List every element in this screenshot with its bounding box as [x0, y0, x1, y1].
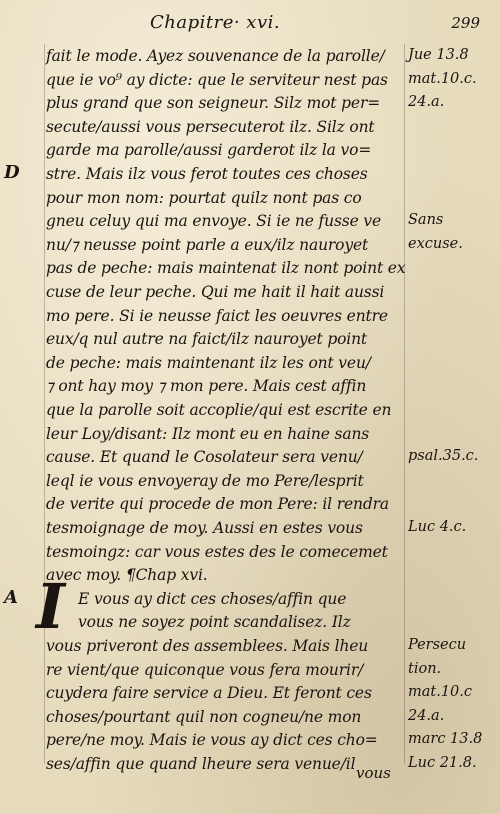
text-line: secute/aussi vous persecuterot ilz. Silz ont	[46, 117, 375, 136]
text-line: gneu celuy qui ma envoye. Si ie ne fusse ve	[46, 212, 381, 231]
text-line: pere/ne moy. Mais ie vous ay dict ces cho=	[46, 731, 378, 750]
margin-reference: Sans	[408, 212, 444, 229]
text-line: avec moy. ¶Chap xvi.	[46, 566, 208, 585]
text-line: cuydera faire service a Dieu. Et feront ces	[46, 684, 372, 703]
chapter-heading: Chapitre· xvi.	[150, 12, 281, 33]
running-head	[0, 10, 500, 38]
margin-reference: 24.a.	[408, 707, 445, 724]
section-letter: D	[4, 162, 20, 183]
text-line: tesmoingz: car vous estes des le comecemet	[46, 542, 388, 561]
right-text-rule	[404, 44, 405, 764]
text-line: plus grand que son seigneur. Silz mot per=	[46, 94, 381, 113]
text-line: E vous ay dict ces choses/affin que	[78, 589, 347, 608]
text-line: stre. Mais ilz vous ferot toutes ces choses	[46, 165, 368, 183]
text-line: vous ne soyez point scandalisez. Ilz	[78, 613, 351, 632]
folio-number: 299	[451, 14, 480, 32]
left-text-rule	[44, 44, 45, 764]
section-letter: A	[4, 586, 18, 608]
text-line: garde ma parolle/aussi garderot ilz la vo=	[46, 141, 372, 160]
text-line: cause. Et quand le Cosolateur sera venu/	[46, 448, 363, 467]
text-line: re vient/que quiconque vous fera mourir/	[46, 660, 364, 679]
margin-reference: excuse.	[408, 235, 463, 252]
decorated-initial: I	[36, 570, 66, 643]
text-line: ses/affin que quand lheure sera venue/il	[46, 755, 356, 773]
margin-reference: mat.10.c.	[408, 70, 477, 87]
text-line: tesmoignage de moy. Aussi en estes vous	[46, 519, 363, 537]
text-line: que ie vo⁹ ay dicte: que le serviteur nest pas	[46, 70, 388, 89]
text-line: cuse de leur peche. Qui me hait il hait aussi	[46, 283, 385, 301]
margin-reference: Jue 13.8	[408, 47, 469, 63]
text-line: mo pere. Si ie neusse faict les oeuvres entre	[46, 306, 388, 325]
margin-reference: psal.35.c.	[408, 448, 479, 465]
margin-reference: tion.	[408, 660, 442, 677]
text-line: vous priveront des assemblees. Mais lheu	[46, 637, 369, 655]
text-line: ⁊ ont hay moy ⁊ mon pere. Mais cest affin	[46, 377, 367, 396]
text-line: que la parolle soit accoplie/qui est escrite en	[46, 401, 392, 419]
text-line: pour mon nom: pourtat quilz nont pas co	[46, 188, 362, 207]
margin-reference: Persecu	[408, 637, 467, 653]
text-line: de verite qui procede de mon Pere: il rendra	[46, 495, 389, 514]
text-line: leur Loy/disant: Ilz mont eu en haine sans	[46, 424, 370, 443]
margin-reference: 24.a.	[408, 94, 445, 111]
text-line: leql ie vous envoyeray de mo Pere/lesprit	[46, 471, 364, 490]
text-line: choses/pourtant quil non cogneu/ne mon	[46, 707, 362, 726]
margin-reference: Luc 4.c.	[408, 519, 467, 535]
text-line: de peche: mais maintenant ilz les ont veu/	[46, 353, 371, 372]
margin-reference: marc 13.8	[408, 731, 483, 748]
text-line: fait le mode. Ayez souvenance de la parolle/	[46, 47, 385, 65]
text-line: eux/q nul autre na faict/ilz nauroyet point	[46, 330, 368, 349]
text-line: pas de peche: mais maintenat ilz nont point ex	[46, 259, 406, 278]
margin-reference: Luc 21.8.	[408, 755, 477, 771]
text-line: nu/⁊ neusse point parle a eux/ilz nauroyet	[46, 235, 369, 254]
margin-reference: mat.10.c	[408, 684, 473, 701]
catchword: vous	[356, 764, 391, 782]
